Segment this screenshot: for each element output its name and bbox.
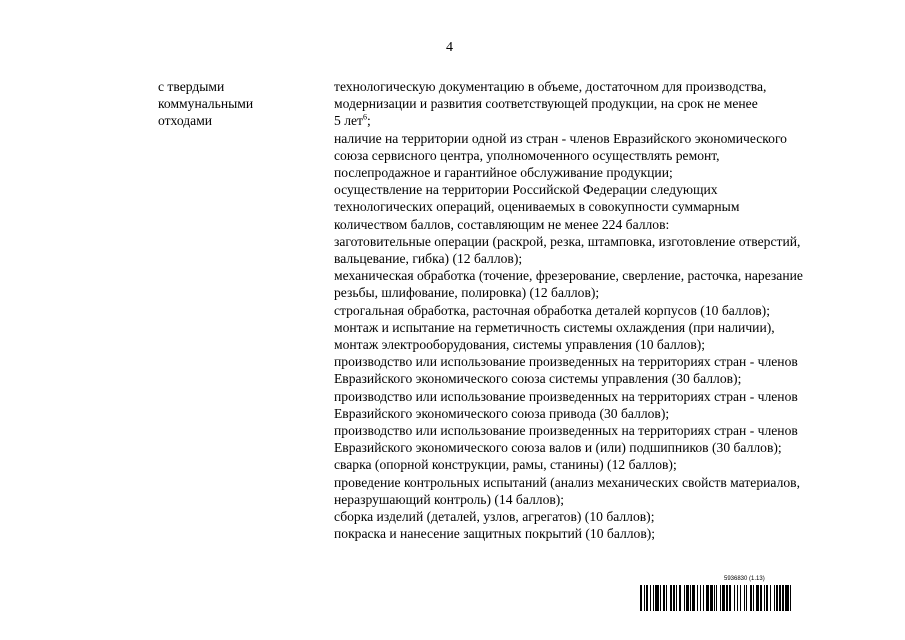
page-number: 4	[446, 40, 453, 55]
body-line: заготовительные операции (раскрой, резка, штамповка, изготовление отверстий,	[334, 233, 801, 249]
body-line: сборка изделий (деталей, узлов, агрегатов) (10 баллов);	[334, 509, 655, 525]
body-line: резьбы, шлифование, полировка) (12 баллов);	[334, 285, 600, 301]
body-line: покраска и нанесение защитных покрытий (10 баллов);	[334, 526, 656, 542]
body-line: производство или использование произведенных на территориях стран - членов	[334, 388, 798, 404]
barcode-label: 5936830 (1.13)	[724, 576, 765, 582]
body-line: наличие на территории одной из стран - членов Евразийского экономического	[334, 130, 787, 146]
body-line: сварка (опорной конструкции, рамы, станины) (12 баллов);	[334, 457, 677, 473]
body-line: Евразийского экономического союза валов и (или) подшипников (30 баллов);	[334, 440, 782, 456]
body-line: строгальная обработка, расточная обработка деталей корпусов (10 баллов);	[334, 302, 770, 318]
body-line: количеством баллов, составляющим не менее 224 баллов:	[334, 216, 670, 232]
body-line: модернизации и развития соответствующей продукции, на срок не менее	[334, 96, 758, 112]
punctuation: ;	[366, 113, 371, 129]
body-line: технологическую документацию в объеме, достаточном для производства,	[334, 79, 767, 94]
body-line: механическая обработка (точение, фрезерование, сверление, расточка, нарезание	[334, 268, 803, 284]
body-line: Евразийского экономического союза привода (30 баллов);	[334, 405, 670, 421]
term-text: 5 лет	[334, 113, 363, 129]
body-line: вальцевание, гибка) (12 баллов);	[334, 251, 523, 267]
footnote-marker: 6	[362, 112, 367, 122]
body-line: осуществление на территории Российской Федерации следующих	[334, 182, 718, 198]
body-line: союза сервисного центра, уполномоченного осуществлять ремонт,	[334, 147, 720, 163]
left-column	[158, 78, 328, 130]
body-line: монтаж и испытание на герметичность системы охлаждения (при наличии),	[334, 319, 775, 335]
body-lines	[334, 130, 874, 543]
body-line: производство или использование произведенных на территориях стран - членов	[334, 354, 798, 370]
body-line: неразрушающий контроль) (14 баллов);	[334, 491, 565, 507]
body-line-with-footnote	[334, 112, 874, 129]
barcode-bar	[791, 585, 793, 611]
right-column	[334, 78, 874, 542]
body-line: послепродажное и гарантийное обслуживание продукции;	[334, 165, 673, 181]
body-line: проведение контрольных испытаний (анализ механических свойств материалов,	[334, 474, 800, 490]
barcode-icon	[640, 585, 856, 611]
barcode-block	[640, 576, 856, 614]
body-line: монтаж электрооборудования, системы управления (10 баллов);	[334, 337, 706, 353]
left-column-line: отходами	[158, 113, 213, 129]
left-column-line: с твердыми	[158, 79, 225, 94]
body-line: Евразийского экономического союза системы управления (30 баллов);	[334, 371, 742, 387]
body-line: технологических операций, оцениваемых в совокупности суммарным	[334, 199, 740, 215]
body-line: производство или использование произведенных на территориях стран - членов	[334, 423, 798, 439]
left-column-line: коммунальными	[158, 96, 254, 112]
